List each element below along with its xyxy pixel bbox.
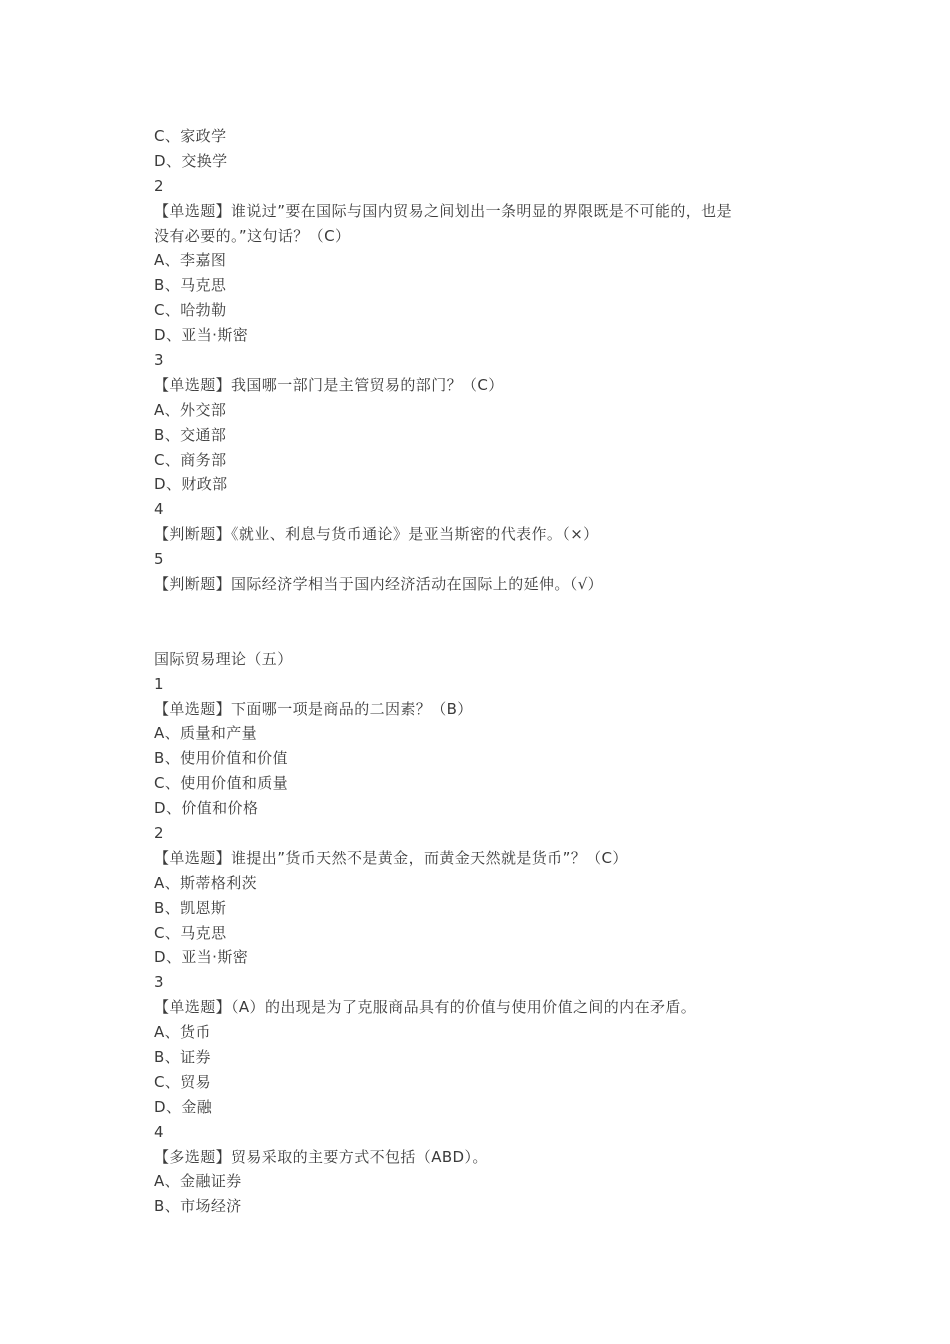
section-heading: 国际贸易理论（五） [154, 649, 293, 668]
question-number: 3 [154, 351, 164, 370]
option-line: B、市场经济 [154, 1197, 242, 1216]
question-text-continued: 没有必要的。”这句话？（C） [154, 226, 351, 245]
section-trade-theory-5 [154, 647, 874, 1219]
option-line: C、商务部 [154, 450, 227, 469]
option-line: C、家政学 [154, 127, 227, 145]
question-number: 4 [154, 500, 164, 519]
question-text: 【判断题】《就业、利息与货币通论》是亚当斯密的代表作。（×） [154, 525, 599, 544]
question-text: 【多选题】贸易采取的主要方式不包括（ABD）。 [154, 1147, 488, 1166]
option-line: D、亚当·斯密 [154, 948, 249, 967]
question-text: 【单选题】下面哪一项是商品的二因素？（B） [154, 699, 473, 718]
question-text: 【单选题】（A）的出现是为了克服商品具有的价值与使用价值之间的内在矛盾。 [154, 998, 697, 1017]
option-line: C、马克思 [154, 923, 227, 942]
question-text: 【判断题】国际经济学相当于国内经济活动在国际上的延伸。（√） [154, 575, 604, 594]
option-line: B、使用价值和价值 [154, 749, 288, 768]
option-line: A、斯蒂格利茨 [154, 873, 258, 892]
question-text: 【单选题】谁说过”要在国际与国内贸易之间划出一条明显的界限既是不可能的，也是 [154, 201, 732, 220]
option-line: D、亚当·斯密 [154, 326, 249, 345]
document-body [154, 124, 874, 1219]
question-number: 2 [154, 176, 164, 195]
option-line: D、价值和价格 [154, 799, 259, 818]
option-line: A、李嘉图 [154, 251, 227, 270]
option-line: B、凯恩斯 [154, 898, 227, 917]
section-continued-quiz [154, 124, 874, 597]
option-line: A、外交部 [154, 400, 227, 419]
option-line: A、货币 [154, 1023, 211, 1042]
option-line: C、哈勃勒 [154, 301, 227, 320]
option-line: A、金融证券 [154, 1172, 242, 1191]
option-line: A、质量和产量 [154, 724, 258, 743]
option-line: C、使用价值和质量 [154, 774, 289, 793]
question-number: 5 [154, 550, 164, 569]
option-line: B、证券 [154, 1047, 211, 1066]
option-line: B、马克思 [154, 276, 227, 295]
option-line: C、贸易 [154, 1072, 212, 1091]
section-spacer [154, 597, 874, 647]
question-text: 【单选题】谁提出”货币天然不是黄金，而黄金天然就是货币”？（C） [154, 848, 628, 867]
question-number: 3 [154, 973, 164, 992]
option-line: B、交通部 [154, 425, 227, 444]
question-number: 4 [154, 1122, 164, 1141]
question-number: 1 [154, 674, 164, 693]
question-number: 2 [154, 823, 164, 842]
question-text: 【单选题】我国哪一部门是主管贸易的部门？（C） [154, 375, 504, 394]
option-line: D、财政部 [154, 475, 228, 494]
option-line: D、交换学 [154, 151, 228, 170]
option-line: D、金融 [154, 1097, 213, 1116]
